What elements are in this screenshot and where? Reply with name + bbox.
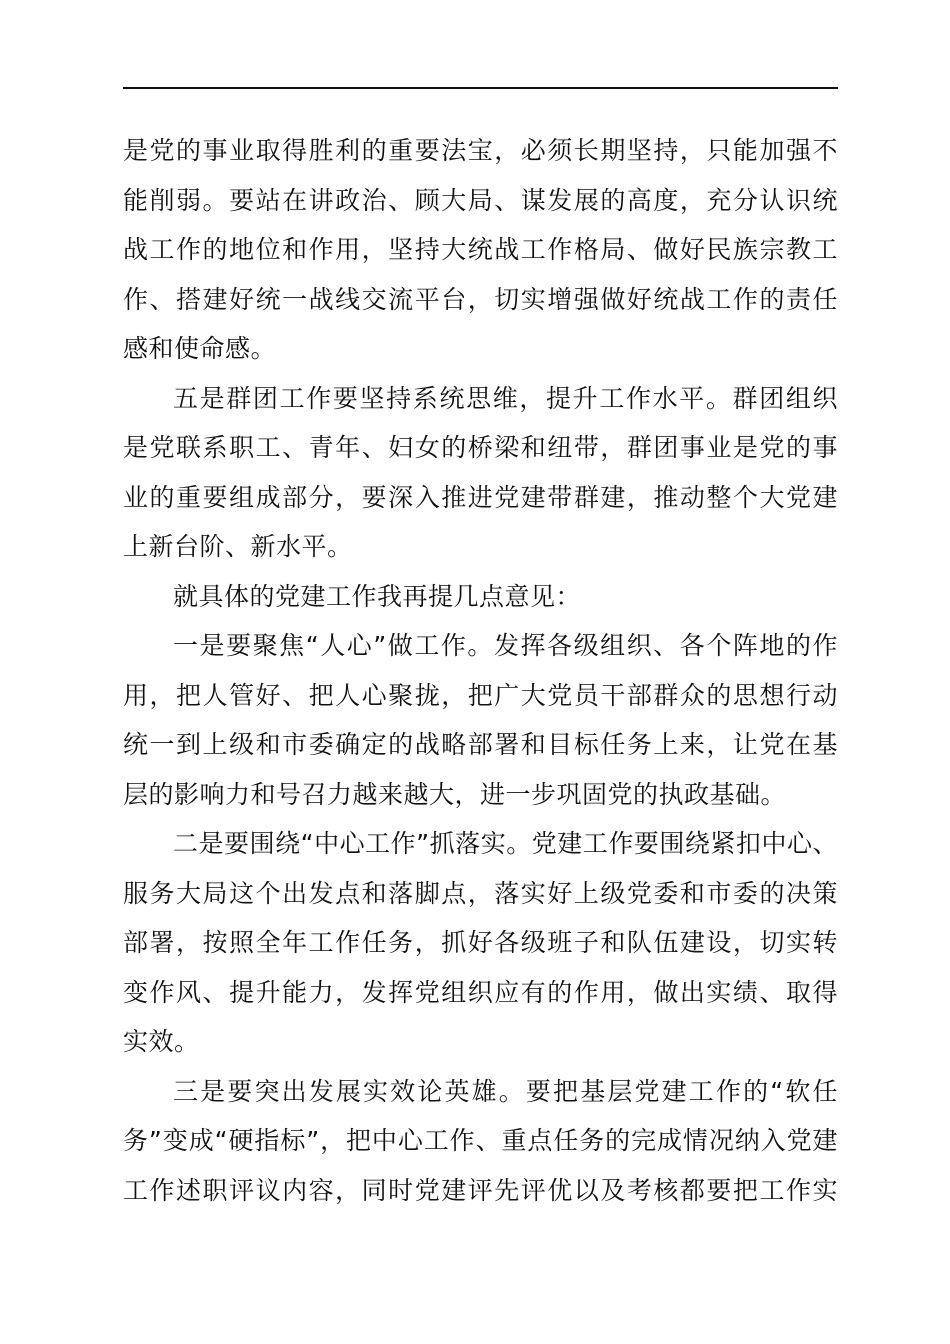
text-line: 五是群团工作要坚持系统思维，提升工作水平。群团组织 xyxy=(173,383,838,413)
text-line: 层的影响力和号召力越来越大，进一步巩固党的执政基础。 xyxy=(123,779,787,809)
text-line: 部署，按照全年工作任务，抓好各级班子和队伍建设，切实转 xyxy=(123,928,838,957)
body-text xyxy=(123,126,838,1215)
text-line: 就具体的党建工作我再提几点意见： xyxy=(173,581,582,611)
text-line: 是党的事业取得胜利的重要法宝，必须长期坚持，只能加强不 xyxy=(123,136,838,165)
text-line: 感和使命感。 xyxy=(123,334,277,363)
text-line: 变作风、提升能力，发挥党组织应有的作用，做出实绩、取得 xyxy=(123,977,838,1007)
text-line: 用，把人管好、把人心聚拢，把广大党员干部群众的思想行动 xyxy=(123,680,838,710)
text-line: 是党联系职工、青年、妇女的桥梁和纽带，群团事业是党的事 xyxy=(123,433,838,462)
text-line: 实效。 xyxy=(123,1027,200,1056)
text-line: 服务大局这个出发点和落脚点，落实好上级党委和市委的决策 xyxy=(123,878,838,908)
text-line: 能削弱。要站在讲政治、顾大局、谋发展的高度，充分认识统 xyxy=(123,185,838,215)
text-line: 业的重要组成部分，要深入推进党建带群建，推动整个大党建 xyxy=(123,482,838,512)
text-line: 统一到上级和市委确定的战略部署和目标任务上来，让党在基 xyxy=(123,730,838,759)
header-rule xyxy=(123,87,838,89)
text-line: 务”变成“硬指标”，把中心工作、重点任务的完成情况纳入党建 xyxy=(123,1126,838,1155)
text-line: 作、搭建好统一战线交流平台，切实增强做好统战工作的责任 xyxy=(123,284,838,314)
text-line: 二是要围绕“中心工作”抓落实。党建工作要围绕紧扣中心、 xyxy=(173,829,838,858)
text-line: 上新台阶、新水平。 xyxy=(123,532,353,561)
text-line: 一是要聚焦“人心”做工作。发挥各级组织、各个阵地的作 xyxy=(173,631,838,660)
text-line: 三是要突出发展实效论英雄。要把基层党建工作的“软任 xyxy=(173,1076,838,1106)
text-line: 战工作的地位和作用，坚持大统战工作格局、做好民族宗教工 xyxy=(123,235,838,264)
text-line: 工作述职评议内容，同时党建评先评优以及考核都要把工作实 xyxy=(123,1175,838,1205)
